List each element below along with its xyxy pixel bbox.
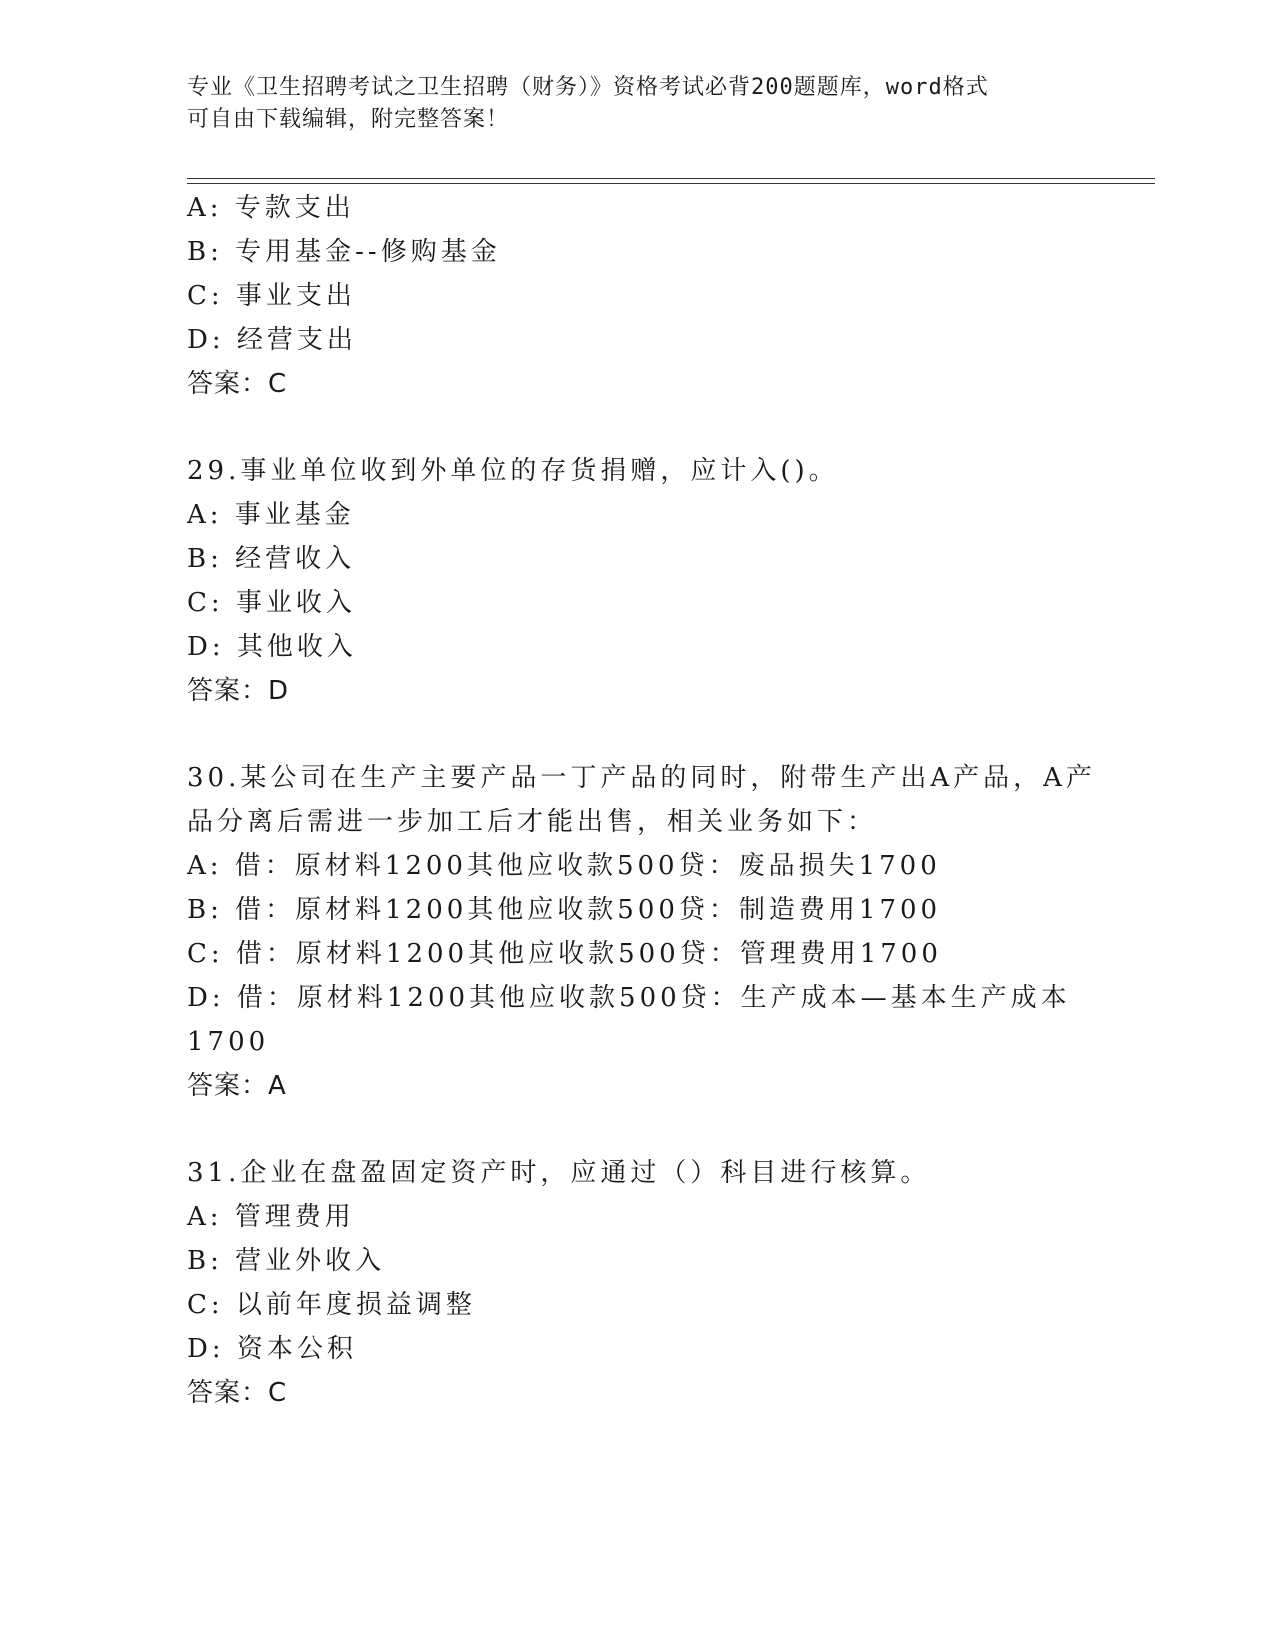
q30-question-line-1: 30.某公司在生产主要产品一丁产品的同时，附带生产出A产品，A产 [187, 763, 1096, 793]
q31-option-a: A: 管理费用 [187, 1202, 355, 1232]
q29-answer: 答案：D [187, 676, 290, 706]
q31-option-d: D: 资本公积 [187, 1334, 357, 1364]
prev-answer: 答案：C [187, 369, 288, 399]
q29-option-a: A: 事业基金 [187, 500, 355, 530]
q30-question-line-2: 品分离后需进一步加工后才能出售，相关业务如下： [187, 807, 878, 837]
prev-option-d: D: 经营支出 [187, 325, 357, 355]
q30-option-c: C: 借：原材料1200其他应收款500贷：管理费用1700 [187, 939, 942, 969]
q29-option-b: B: 经营收入 [187, 544, 356, 574]
q30-option-d: D: 借：原材料1200其他应收款500贷：生产成本—基本生产成本 [187, 983, 1071, 1013]
q29-option-c: C: 事业收入 [187, 588, 356, 618]
header-divider-bottom [187, 183, 1155, 184]
q31-answer: 答案：C [187, 1378, 288, 1408]
document-header [187, 72, 1087, 136]
q30-option-d-continued: 1700 [187, 1027, 270, 1057]
q31-option-c: C: 以前年度损益调整 [187, 1290, 476, 1320]
q31-option-b: B: 营业外收入 [187, 1246, 386, 1276]
prev-option-a: A: 专款支出 [187, 193, 355, 223]
q30-option-b: B: 借：原材料1200其他应收款500贷：制造费用1700 [187, 895, 942, 925]
q31-question: 31.企业在盘盈固定资产时，应通过（）科目进行核算。 [187, 1158, 931, 1188]
header-line-1: 专业《卫生招聘考试之卫生招聘（财务）》资格考试必背200题题库，word格式 [187, 75, 989, 100]
q30-answer: 答案：A [187, 1071, 287, 1101]
header-divider-top [187, 178, 1155, 179]
q30-option-a: A: 借：原材料1200其他应收款500贷：废品损失1700 [187, 851, 941, 881]
header-line-2: 可自由下载编辑，附完整答案！ [187, 107, 510, 132]
q29-question: 29.事业单位收到外单位的存货捐赠，应计入()。 [187, 456, 839, 486]
prev-option-b: B: 专用基金--修购基金 [187, 237, 501, 267]
q29-option-d: D: 其他收入 [187, 632, 357, 662]
prev-option-c: C: 事业支出 [187, 281, 356, 311]
